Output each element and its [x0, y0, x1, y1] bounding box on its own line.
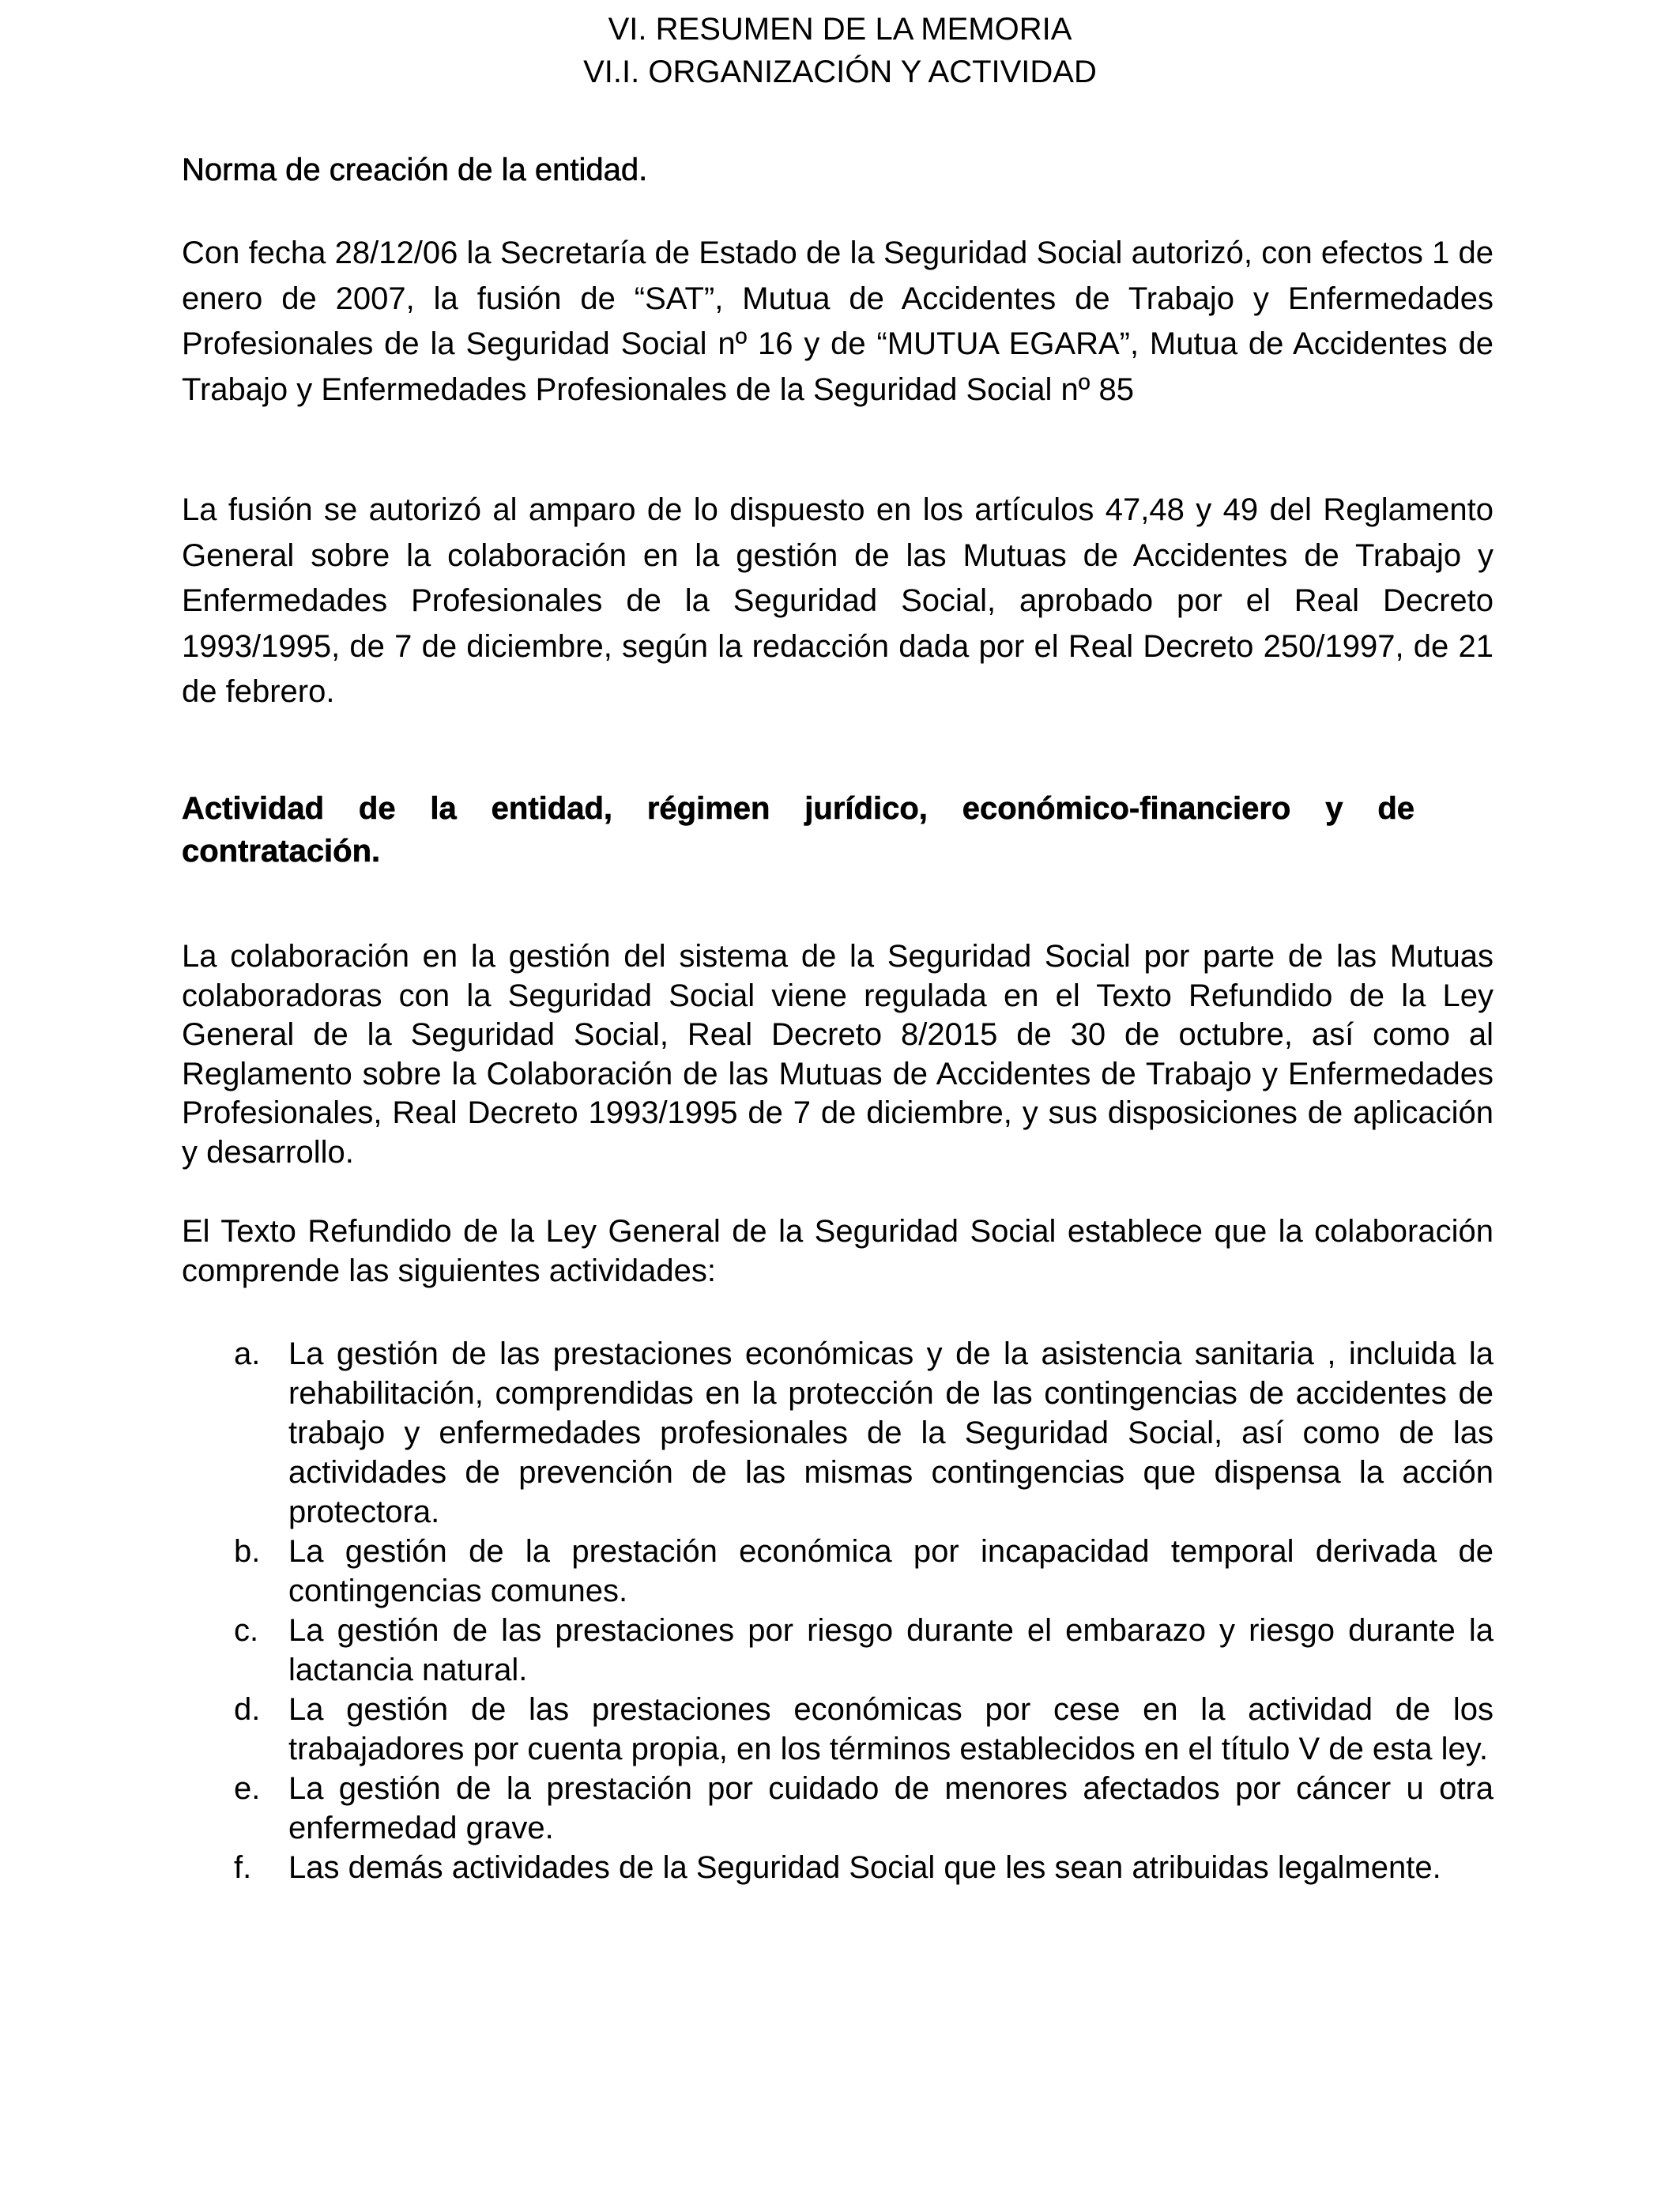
list-item: [182, 1769, 1494, 1848]
list-marker: a.: [234, 1336, 261, 1371]
list-item: [182, 1611, 1494, 1690]
list-item-text: La gestión de la prestación económica por incapacidad temporal derivada de contingencias comunes.: [288, 1534, 1494, 1608]
list-item-text: La gestión de las prestaciones económicas por cese en la actividad de los trabajadores por cuenta propia, en los términos establecidos en el título V de esta ley.: [288, 1692, 1494, 1766]
list-marker: c.: [234, 1613, 259, 1648]
list-item-text: La gestión de las prestaciones por riesgo durante el embarazo y riesgo durante la lactancia natural.: [288, 1613, 1494, 1687]
list-item-text: La gestión de la prestación por cuidado de menores afectados por cáncer u otra enfermedad grave.: [288, 1771, 1494, 1845]
list-item: [182, 1690, 1494, 1769]
section-heading-creation: Norma de creación de la entidad.: [182, 153, 648, 187]
list-item-text: La gestión de las prestaciones económicas y de la asistencia sanitaria , incluida la rehabilitación, comprendidas en la protección de las contingencias de accidentes de trabajo y enfermedades profesionales de la Seguridad Social, así como de las actividades de prevención de las mismas contingencias que dispensa la acción protectora.: [288, 1336, 1494, 1529]
paragraph-fusion-authorization: Con fecha 28/12/06 la Secretaría de Estado de la Seguridad Social autorizó, con efectos 1 de enero de 2007, la fusión de “SAT”, Mutua de Accidentes de Trabajo y Enfermedades Profesionales de la Seguridad Social nº 16 y de “MUTUA EGARA”, Mutua de Accidentes de Trabajo y Enfermedades Profesionales de la Seguridad Social nº 85: [182, 236, 1494, 407]
list-item: [182, 1334, 1494, 1532]
list-marker: f.: [234, 1850, 252, 1885]
list-marker: e.: [234, 1771, 261, 1806]
document-title: VI. RESUMEN DE LA MEMORIA: [608, 12, 1072, 47]
section-heading-activity: Actividad de la entidad, régimen jurídico, económico-financiero y de contratación.: [182, 791, 1414, 869]
list-marker: d.: [234, 1692, 261, 1727]
list-item-text: Las demás actividades de la Seguridad Social que les sean atribuidas legalmente.: [288, 1850, 1441, 1885]
paragraph-fusion-legal-basis: La fusión se autorizó al amparo de lo dispuesto en los artículos 47,48 y 49 del Reglamento General sobre la colaboración en la gestión de las Mutuas de Accidentes de Trabajo y Enfermedades Profesionales de la Seguridad Social, aprobado por el Real Decreto 1993/1995, de 7 de diciembre, según la redacción dada por el Real Decreto 250/1997, de 21 de febrero.: [182, 492, 1494, 709]
activities-list: [182, 1334, 1494, 1887]
paragraph-activities-intro: El Texto Refundido de la Ley General de la Seguridad Social establece que la colaboración comprende las siguientes actividades:: [182, 1214, 1494, 1288]
list-item: [182, 1532, 1494, 1611]
list-item: [182, 1848, 1494, 1887]
paragraph-collaboration-regulation: La colaboración en la gestión del sistema de la Seguridad Social por parte de las Mutuas colaboradoras con la Seguridad Social viene regulada en el Texto Refundido de la Ley General de la Seguridad Social, Real Decreto 8/2015 de 30 de octubre, así como al Reglamento sobre la Colaboración de las Mutuas de Accidentes de Trabajo y Enfermedades Profesionales, Real Decreto 1993/1995 de 7 de diciembre, y sus disposiciones de aplicación y desarrollo.: [182, 939, 1494, 1170]
document-subtitle: VI.I. ORGANIZACIÓN Y ACTIVIDAD: [583, 55, 1097, 89]
list-marker: b.: [234, 1534, 261, 1569]
